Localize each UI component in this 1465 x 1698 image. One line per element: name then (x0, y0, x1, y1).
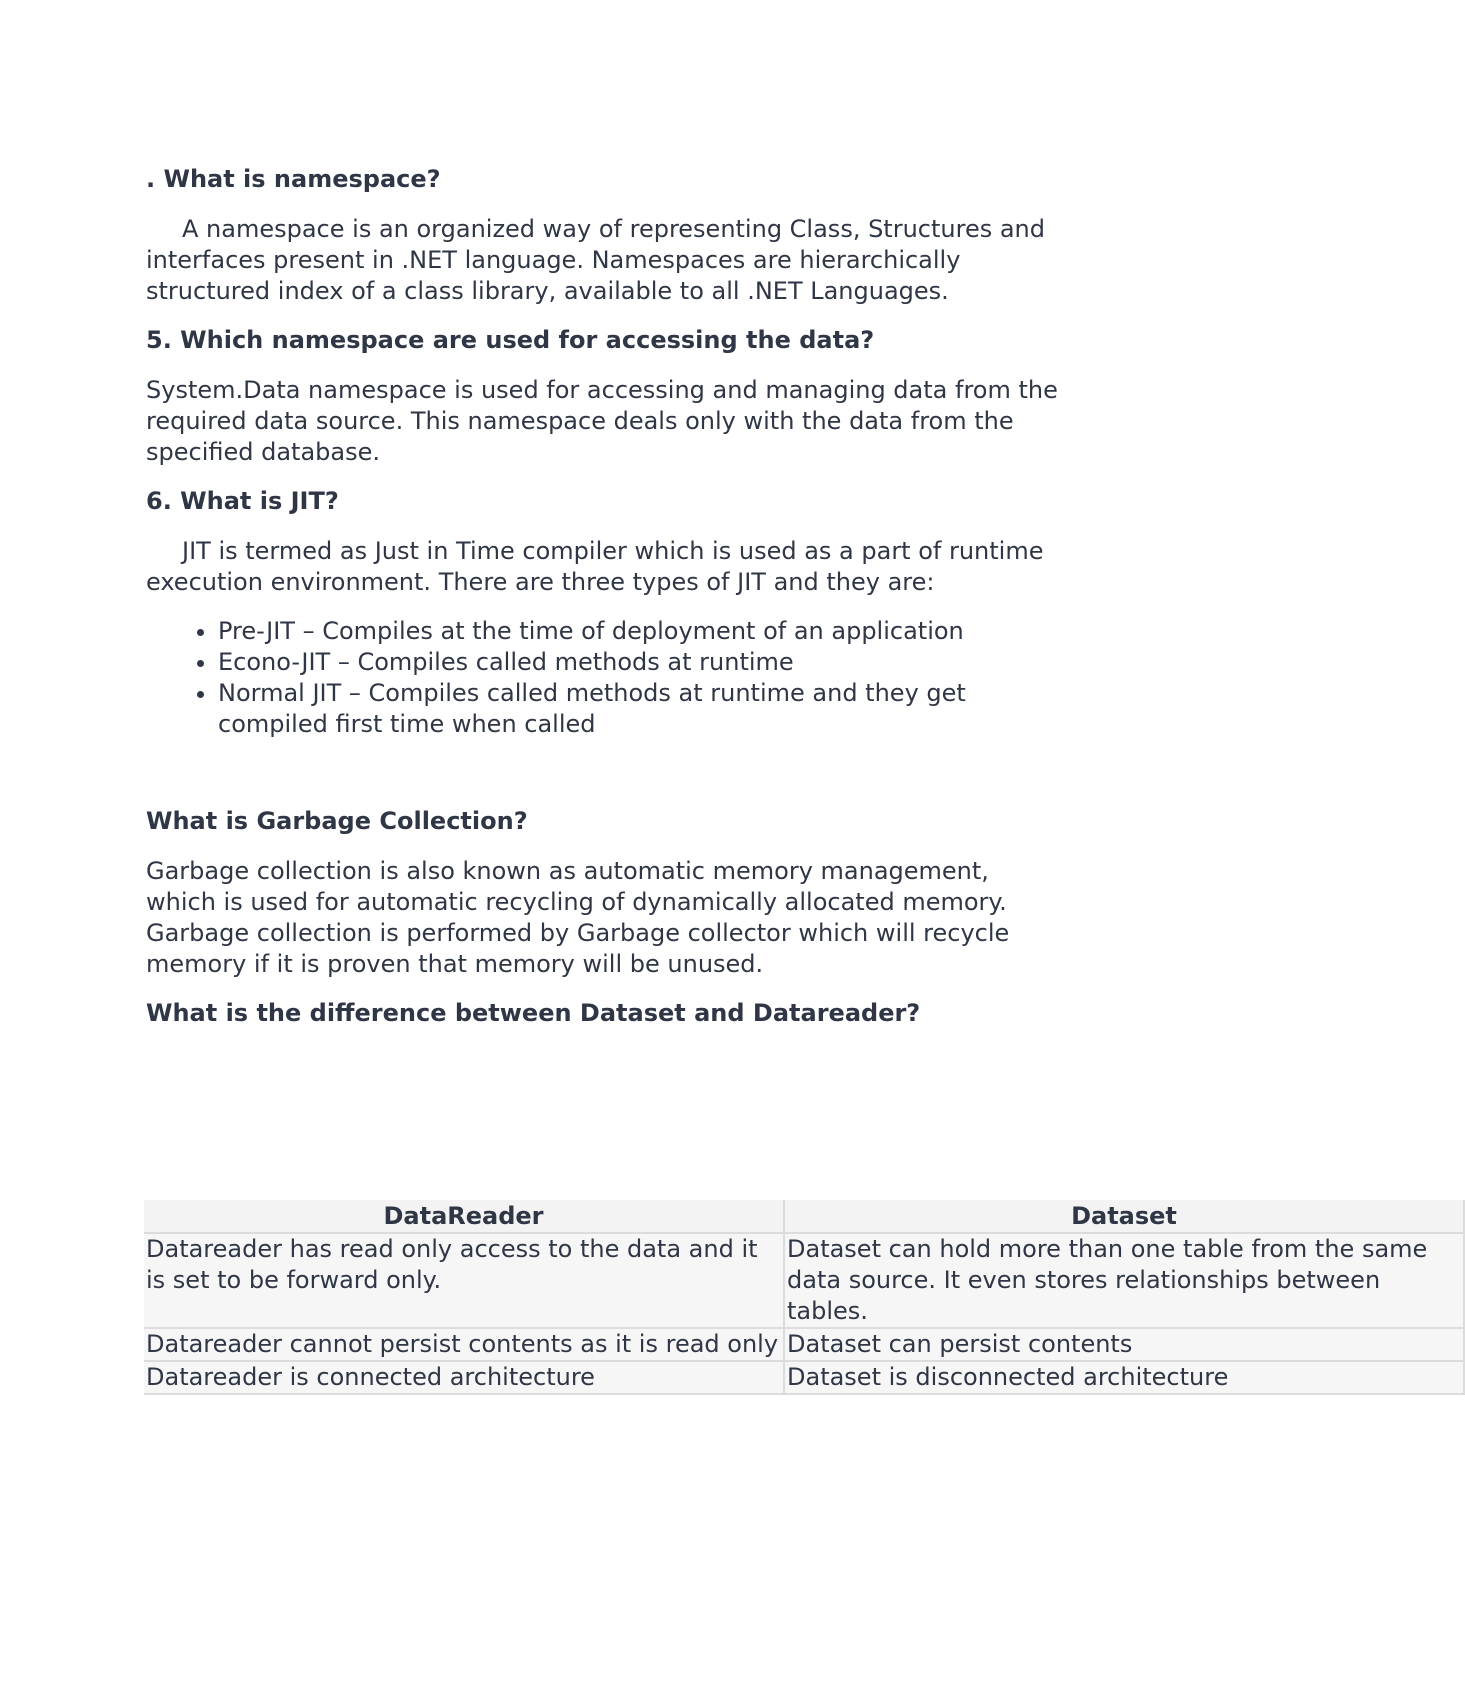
table-cell: Dataset is disconnected architecture (784, 1361, 1464, 1394)
table-row (144, 1233, 1464, 1328)
table-row (144, 1328, 1464, 1361)
list-item: • Econo-JIT – Compiles called methods at runtime (218, 647, 1066, 678)
table-cell: Dataset can hold more than one table from the same data source. It even stores relationships between tables. (784, 1233, 1464, 1328)
comparison-table (144, 1200, 1465, 1395)
table-cell: Dataset can persist contents (784, 1328, 1464, 1361)
jit-types-list (146, 616, 1066, 740)
table-row (144, 1361, 1464, 1394)
answer-namespace: A namespace is an organized way of representing Class, Structures and interfaces present in .NET language. Namespaces are hierarchically structured index of a class library, available to all .NET Languages. (146, 215, 1046, 305)
question-heading-data-namespace: 5. Which namespace are used for accessing the data? (146, 326, 875, 354)
question-heading-garbage-collection: What is Garbage Collection? (146, 807, 528, 835)
table-header-row (144, 1200, 1464, 1233)
table-cell: Datareader cannot persist contents as it is read only (144, 1328, 784, 1361)
list-item: • Normal JIT – Compiles called methods at runtime and they get compiled first time when called (218, 678, 1066, 740)
comparison-table-wrapper (144, 1200, 1428, 1395)
answer-data-namespace: System.Data namespace is used for accessing and managing data from the required data source. This namespace deals only with the data from the specified database. (146, 376, 1058, 466)
list-item: • Pre-JIT – Compiles at the time of deployment of an application (218, 616, 1066, 647)
table-cell: Datareader is connected architecture (144, 1361, 784, 1394)
answer-jit: JIT is termed as Just in Time compiler which is used as a part of runtime execution environment. There are three types of JIT and they are: (146, 537, 1044, 596)
answer-garbage-collection: Garbage collection is also known as automatic memory management, which is used for automatic recycling of dynamically allocated memory. Garbage collection is performed by Garbage collector which will recycle memory if it is proven that memory will be unused. (146, 857, 1010, 978)
spacer (146, 758, 1066, 806)
question-heading-namespace: . What is namespace? (146, 165, 441, 193)
document-body (146, 164, 1066, 1048)
question-heading-dataset-vs-datareader: What is the difference between Dataset and Datareader? (146, 999, 921, 1027)
table-cell: Datareader has read only access to the data and it is set to be forward only. (144, 1233, 784, 1328)
table-header-datareader: DataReader (144, 1200, 784, 1233)
question-heading-jit: 6. What is JIT? (146, 487, 339, 515)
table-header-dataset: Dataset (784, 1200, 1464, 1233)
